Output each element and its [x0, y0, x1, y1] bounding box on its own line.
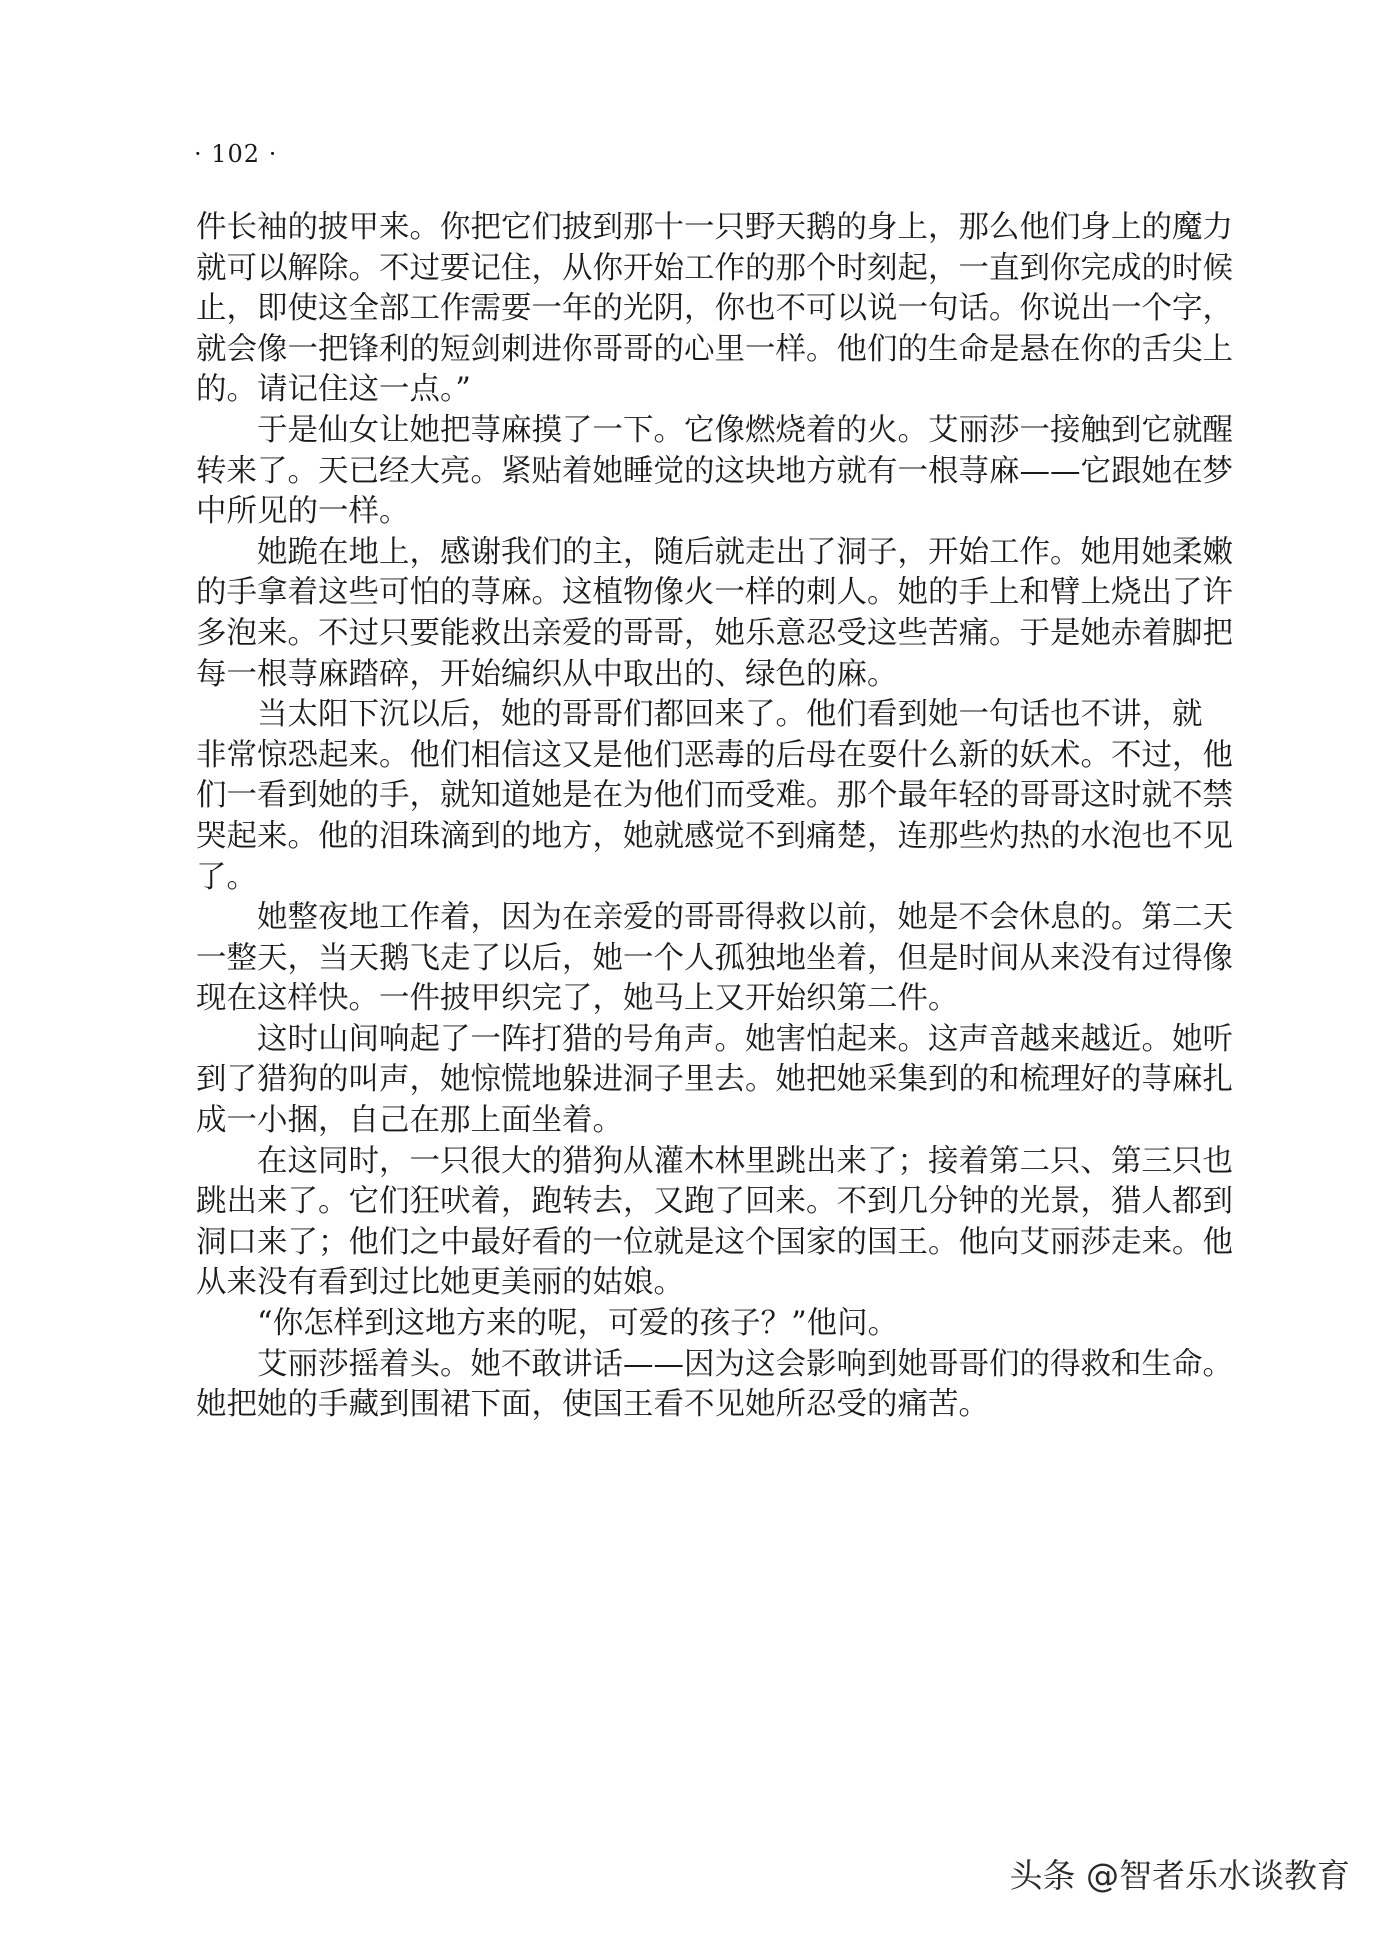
paragraph	[196, 695, 1233, 898]
text-line: 就会像一把锋利的短剑刺进你哥哥的心里一样。他们的生命是悬在你的舌尖上	[196, 331, 1233, 367]
paragraph	[196, 411, 1233, 533]
paragraph	[196, 208, 1233, 411]
page-number: · 102 ·	[194, 140, 278, 168]
text-line: 就可以解除。不过要记住，从你开始工作的那个时刻起，一直到你完成的时候	[196, 250, 1233, 286]
text-line: 止，即使这全部工作需要一年的光阴，你也不可以说一句话。你说出一个字，	[196, 291, 1233, 327]
text-line: 们一看到她的手，就知道她是在为他们而受难。那个最年轻的哥哥这时就不禁	[196, 778, 1233, 814]
text-line: 于是仙女让她把荨麻摸了一下。它像燃烧着的火。艾丽莎一接触到它就醒	[257, 412, 1233, 448]
text-line: 成一小捆，自己在那上面坐着。	[196, 1103, 623, 1139]
text-line: 件长袖的披甲来。你把它们披到那十一只野天鹅的身上，那么他们身上的魔力	[196, 210, 1233, 245]
text-line: 这时山间响起了一阵打猎的号角声。她害怕起来。这声音越来越近。她听	[257, 1021, 1233, 1057]
text-line: 她把她的手藏到围裙下面，使国王看不见她所忍受的痛苦。	[196, 1387, 989, 1423]
paragraph	[196, 898, 1233, 1020]
text-line: 哭起来。他的泪珠滴到的地方，她就感觉不到痛楚，连那些灼热的水泡也不见	[196, 818, 1233, 854]
text-line: 多泡来。不过只要能救出亲爱的哥哥，她乐意忍受这些苦痛。于是她赤着脚把	[196, 615, 1233, 651]
paragraph	[196, 533, 1233, 695]
text-line: 跳出来了。它们狂吠着，跑转去，又跑了回来。不到几分钟的光景，猎人都到	[196, 1184, 1233, 1220]
text-line: 当太阳下沉以后，她的哥哥们都回来了。他们看到她一句话也不讲，就	[257, 697, 1203, 733]
paragraph	[196, 1142, 1233, 1304]
text-line: 她整夜地工作着，因为在亲爱的哥哥得救以前，她是不会休息的。第二天	[257, 900, 1233, 936]
text-line: “你怎样到这地方来的呢，可爱的孩子？”他问。	[257, 1306, 899, 1342]
paragraph	[196, 1345, 1233, 1426]
text-line: 到了猎狗的叫声，她惊慌地躲进洞子里去。她把她采集到的和梳理好的荨麻扎	[196, 1062, 1233, 1098]
body-text	[196, 208, 1233, 1426]
text-line: 了。	[196, 859, 257, 895]
text-line: 的手拿着这些可怕的荨麻。这植物像火一样的刺人。她的手上和臂上烧出了许	[196, 575, 1233, 611]
text-line: 洞口来了；他们之中最好看的一位就是这个国家的国王。他向艾丽莎走来。他	[196, 1224, 1233, 1260]
text-line: 她跪在地上，感谢我们的主，随后就走出了洞子，开始工作。她用她柔嫩	[257, 534, 1233, 570]
text-line: 转来了。天已经大亮。紧贴着她睡觉的这块地方就有一根荨麻——它跟她在梦	[196, 453, 1233, 489]
text-line: 现在这样快。一件披甲织完了，她马上又开始织第二件。	[196, 981, 959, 1017]
text-line: 艾丽莎摇着头。她不敢讲话——因为这会影响到她哥哥们的得救和生命。	[257, 1346, 1233, 1382]
paragraph	[196, 1020, 1233, 1142]
text-line: 从来没有看到过比她更美丽的姑娘。	[196, 1265, 684, 1301]
text-line: 的。请记住这一点。”	[196, 372, 471, 408]
paragraph	[196, 1304, 1192, 1345]
text-line: 中所见的一样。	[196, 494, 410, 530]
text-line: 每一根荨麻踏碎，开始编织从中取出的、绿色的麻。	[196, 656, 898, 692]
text-line: 一整天，当天鹅飞走了以后，她一个人孤独地坐着，但是时间从来没有过得像	[196, 940, 1233, 976]
text-line: 在这同时，一只很大的猎狗从灌木林里跳出来了；接着第二只、第三只也	[257, 1143, 1233, 1179]
text-line: 非常惊恐起来。他们相信这又是他们恶毒的后母在耍什么新的妖术。不过，他	[196, 737, 1233, 773]
watermark: 头条 @智者乐水谈教育	[1009, 1856, 1350, 1895]
